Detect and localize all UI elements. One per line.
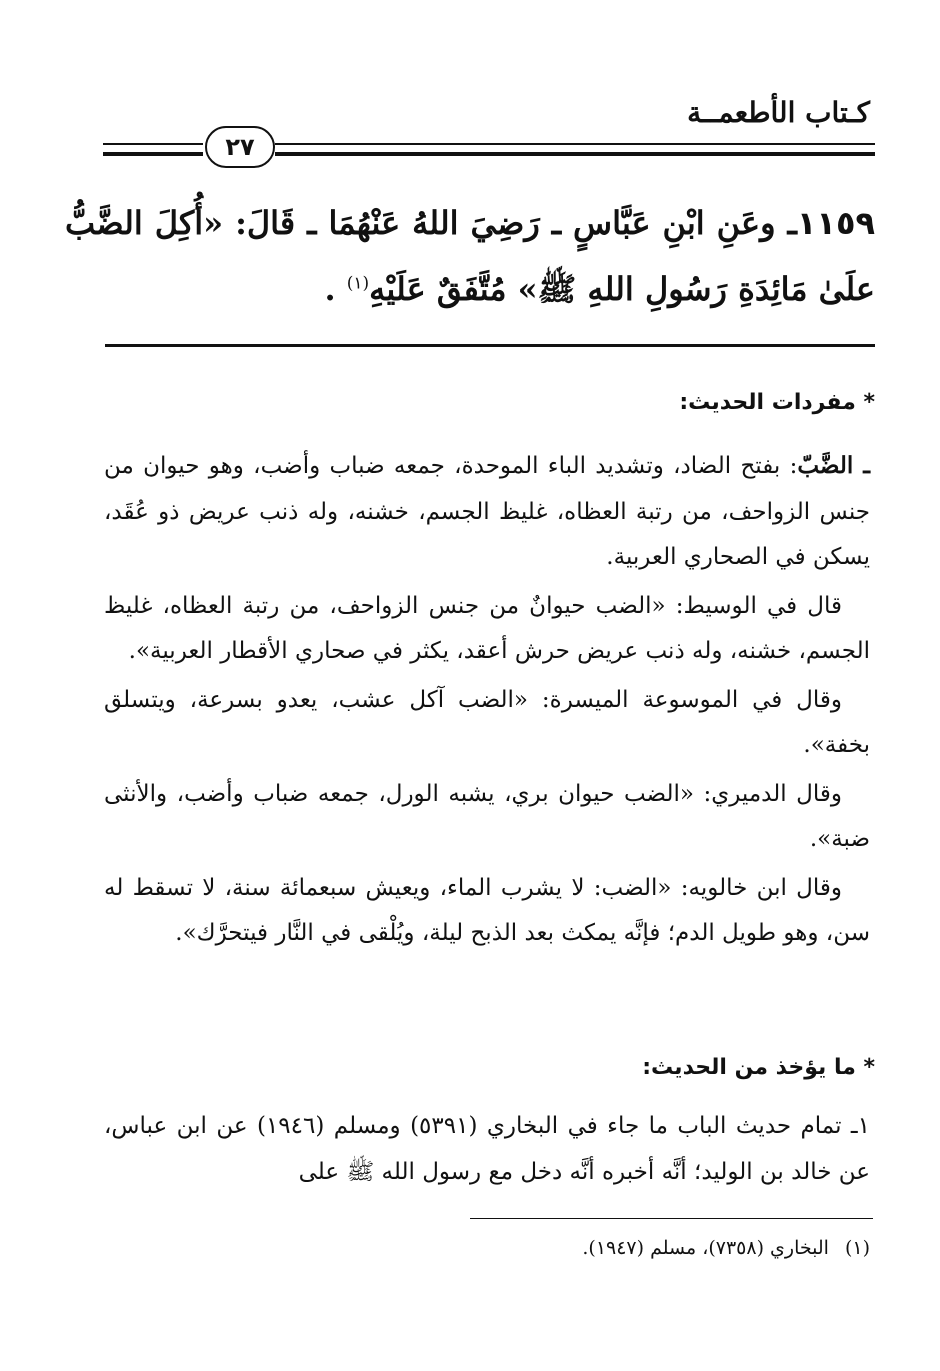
vocabulary-quote-wasit: قال في الوسيط: «الضب حيوانٌ من جنس الزواحف، من رتبة العظاه، غليظ الجسم، خشنه، وله ذنب عريض حرش أعقد، يكثر في صحاري الأقطار العربية». [104, 592, 870, 664]
footnote-rule [470, 1218, 873, 1219]
hadith-text: وعَنِ ابْنِ عَبَّاسٍ ـ رَضِيَ اللهُ عَنْهُمَا ـ قَالَ: «أُكِلَ الضَّبُّ علَىٰ مَائِدَةِ رَسُولِ اللهِ ﷺ» مُتَّفَقٌ عَلَيْهِ [65, 204, 875, 308]
hadith-text-block [65, 190, 875, 322]
vocabulary-term: ـ الضَّبّ [797, 452, 870, 479]
hadith-end: . [324, 270, 347, 308]
hadith-footnote-ref: (١) [346, 273, 370, 294]
vocabulary-quote-mawsua: وقال في الموسوعة الميسرة: «الضب آكل عشب، يعدو بسرعة، ويتسلق بخفة». [104, 686, 870, 758]
vocabulary-body [104, 443, 870, 957]
header-rule-left-thin [103, 143, 203, 145]
page-number: ٢٧ [225, 133, 255, 161]
header-rule-left-thick [103, 152, 203, 156]
vocabulary-definition-text: : بفتح الضاد، وتشديد الباء الموحدة، جمعه ضباب وأضب، وهو حيوان من جنس الزواحف، من رتبة العظاه، غليظ الجسم، خشنه، وله ذنب عريض ذو عُقَد، يسكن في الصحاري العربية. [104, 453, 870, 570]
vocabulary-heading: * مفردات الحديث: [679, 390, 875, 415]
vocabulary-quote-damiri: وقال الدميري: «الضب حيوان بري، يشبه الورل، جمعه ضباب وأضب، والأنثى ضبة». [104, 780, 870, 852]
header-rule-right-thin [275, 143, 875, 145]
running-title: كـتاب الأطعمــة [687, 96, 870, 129]
lessons-heading: * ما يؤخذ من الحديث: [642, 1055, 875, 1080]
vocabulary-definition [104, 443, 870, 581]
hadith-number: ١١٥٩ [796, 204, 876, 242]
footnote-text: البخاري (٧٣٥٨)، مسلم (١٩٤٧). [582, 1237, 829, 1259]
footnote-mark: (١) [844, 1237, 870, 1259]
lessons-point-1: ١ـ تمام حديث الباب ما جاء في البخاري (٥٣٩١) ومسلم (١٩٤٦) عن ابن عباس، عن خالد بن الوليد؛ أنَّه أخبره أنَّه دخل مع رسول الله ﷺ على [104, 1113, 870, 1185]
footnote [100, 1237, 870, 1259]
header-rule-right-thick [275, 152, 875, 156]
page-number-frame [205, 126, 275, 168]
hadith-number-dash: ـ [787, 204, 797, 242]
hadith-separator-rule [105, 344, 875, 347]
vocabulary-quote-khalawayh: وقال ابن خالويه: «الضب: لا يشرب الماء، ويعيش سبعمائة سنة، لا تسقط له سن، وهو طويل الدم؛ فإنَّه يمكث بعد الذبح ليلة، ويُلْقى في النَّار فيتحرَّك». [104, 874, 870, 946]
lessons-body [104, 1104, 870, 1195]
